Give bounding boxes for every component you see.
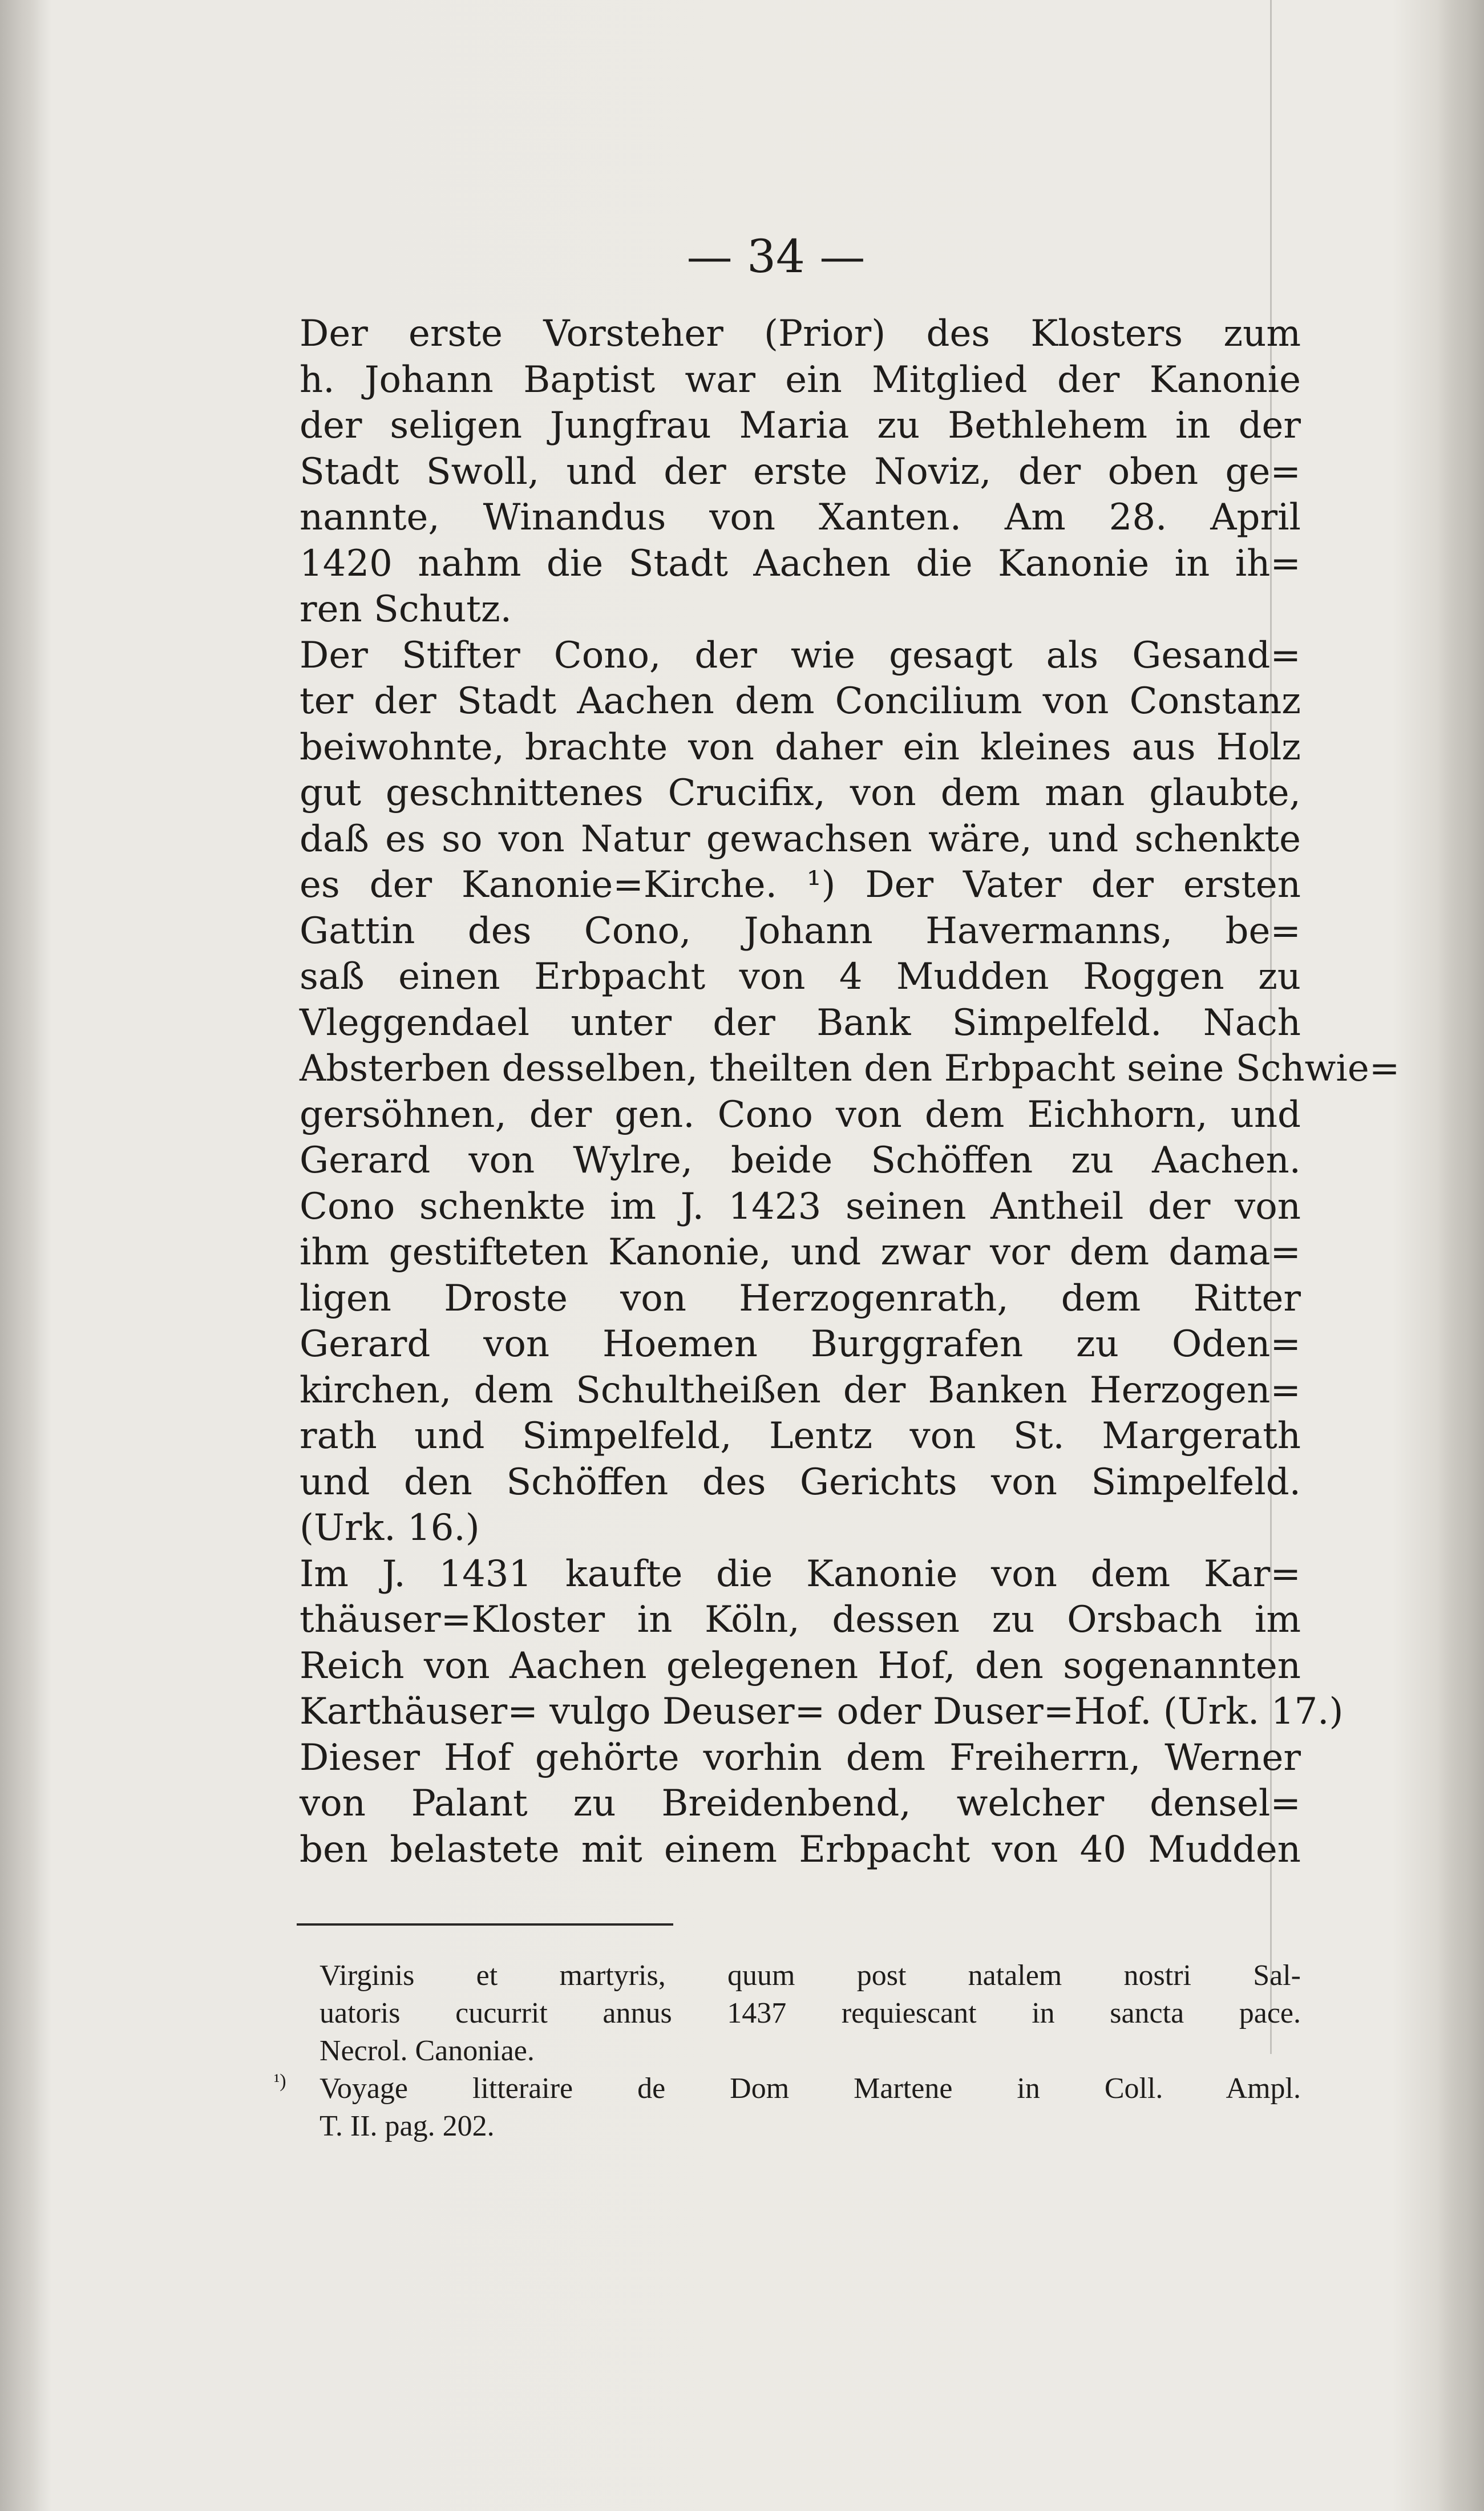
text-line: h. Johann Baptist war ein Mitglied der Kanonie [300, 358, 1301, 401]
text-line: ben belastete mit einem Erbpacht von 40 Mudden [300, 1828, 1301, 1871]
text-line: Der Stifter Cono, der wie gesagt als Gesand= [300, 634, 1301, 677]
footnote-1 [274, 2070, 1301, 2108]
page-edge-shadow-right [1438, 0, 1484, 2511]
text-line: 1420 nahm die Stadt Aachen die Kanonie in ih= [300, 542, 1301, 585]
text-line: Stadt Swoll, und der erste Noviz, der oben ge= [300, 450, 1301, 493]
text-line: saß einen Erbpacht von 4 Mudden Roggen zu [300, 956, 1301, 998]
text-line: ter der Stadt Aachen dem Concilium von Constanz [300, 680, 1301, 722]
text-line: ihm gestifteten Kanonie, und zwar vor dem dama= [300, 1231, 1301, 1273]
text-line: der seligen Jungfrau Maria zu Bethlehem in der [300, 405, 1301, 447]
text-line: nannte, Winandus von Xanten. Am 28. April [300, 496, 1301, 539]
page-number: — 34 — [686, 230, 866, 283]
text-line: von Palant zu Breidenbend, welcher densel= [300, 1782, 1301, 1825]
text-line: thäuser=Kloster in Köln, dessen zu Orsbach im [300, 1599, 1301, 1641]
text-line: rath und Simpelfeld, Lentz von St. Margerath [300, 1415, 1301, 1457]
text-line: Karthäuser= vulgo Deuser= oder Duser=Hof. (Urk. 17.) [300, 1691, 1344, 1733]
footnote-line: Virginis et martyris, quum post natalem nostri Sal- [320, 1959, 1301, 1992]
footnote-separator [297, 1923, 673, 1926]
text-line: gersöhnen, der gen. Cono von dem Eichhorn, und [300, 1093, 1301, 1136]
text-line: Gerard von Hoemen Burggrafen zu Oden= [300, 1323, 1301, 1365]
footnote-marker: ¹) [274, 2071, 286, 2092]
page-edge-shadow-left [0, 0, 51, 2511]
text-line: Gerard von Wylre, beide Schöffen zu Aachen. [300, 1139, 1301, 1182]
text-line: Reich von Aachen gelegenen Hof, den sogenannten [300, 1644, 1301, 1687]
main-text [300, 311, 1400, 1873]
text-line: es der Kanonie=Kirche. ¹) Der Vater der ersten [300, 864, 1301, 906]
text-line: Cono schenkte im J. 1423 seinen Antheil der von [300, 1185, 1301, 1228]
footnote-line: Voyage litteraire de Dom Martene in Coll. Ampl. [320, 2072, 1301, 2105]
footnotes [274, 1957, 1301, 2145]
text-line: Dieser Hof gehörte vorhin dem Freiherrn, Werner [300, 1736, 1301, 1779]
text-line: gut geschnittenes Crucifix, von dem man glaubte, [300, 772, 1301, 814]
text-line: Absterben desselben, theilten den Erbpacht seine Schwie= [300, 1048, 1400, 1090]
text-line: daß es so von Natur gewachsen wäre, und schenkte [300, 818, 1301, 860]
text-line: ligen Droste von Herzogenrath, dem Ritter [300, 1277, 1301, 1320]
footnote-line: T. II. pag. 202. [320, 2110, 495, 2142]
footnote-line: uatoris cucurrit annus 1437 requiescant in sancta pace. [320, 1997, 1301, 2029]
text-line: Im J. 1431 kaufte die Kanonie von dem Kar= [300, 1552, 1301, 1595]
text-line: Gattin des Cono, Johann Havermanns, be= [300, 909, 1301, 952]
text-line: ren Schutz. [300, 588, 512, 630]
text-line: Vleggendael unter der Bank Simpelfeld. Nach [300, 1001, 1301, 1044]
text-line: beiwohnte, brachte von daher ein kleines aus Holz [300, 726, 1301, 769]
footnote-line: Necrol. Canoniae. [320, 2035, 535, 2067]
text-line: kirchen, dem Schultheißen der Banken Herzogen= [300, 1369, 1301, 1412]
text-line: Der erste Vorsteher (Prior) des Klosters zum [300, 313, 1301, 355]
text-line: (Urk. 16.) [300, 1507, 480, 1549]
text-line: und den Schöffen des Gerichts von Simpelfeld. [300, 1461, 1301, 1503]
